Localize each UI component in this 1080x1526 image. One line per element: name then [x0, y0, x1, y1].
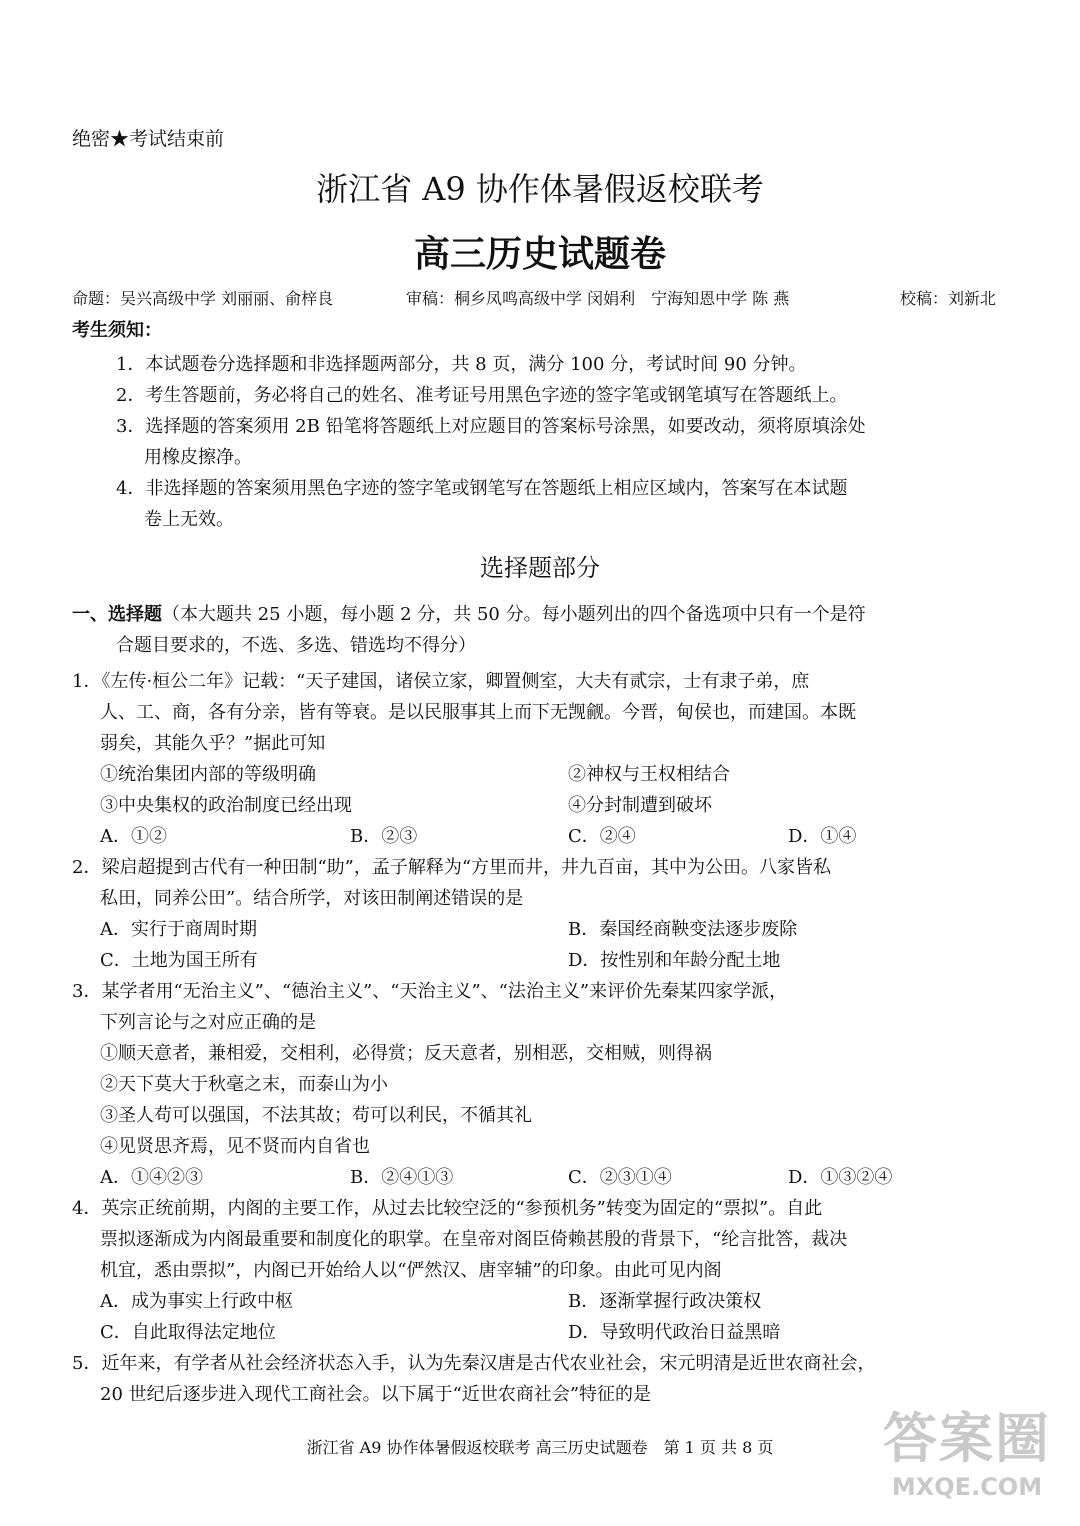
q3-statement-1: ①顺天意者，兼相爱，交相利，必得赏；反天意者，别相恶，交相贼，则得祸 — [100, 1043, 712, 1064]
q5-line-2: 20 世纪后逐步进入现代工商社会。以下属于“近世农商社会”特征的是 — [100, 1384, 652, 1405]
q4-option-b: B．逐渐掌握行政决策权 — [568, 1291, 762, 1312]
q3-option-b: B．②④①③ — [350, 1167, 454, 1188]
paper-title: 高三历史试题卷 — [413, 234, 666, 275]
q4-line-3: 机宜，悉由票拟”，内阁已开始给人以“俨然汉、唐宰辅”的印象。由此可见内阁 — [100, 1260, 722, 1281]
notice-item-4-cont: 卷上无效。 — [144, 509, 234, 530]
q3-statement-2: ②天下莫大于秋毫之末，而泰山为小 — [100, 1074, 388, 1095]
q2-option-b: B．秦国经商鞅变法逐步废除 — [568, 919, 798, 940]
authors-proposer: 命题：吴兴高级中学 刘丽丽、俞梓良 — [72, 289, 334, 308]
notice-item-2: 2．考生答题前，务必将自己的姓名、准考证号用黑色字迹的签字笔或钢笔填写在答题纸上。 — [116, 385, 848, 406]
notice-heading: 考生须知： — [72, 320, 162, 341]
section-instruction-line1 — [72, 600, 866, 626]
q3-statement-4: ④见贤思齐焉，见不贤而内自省也 — [100, 1136, 370, 1157]
q4-option-a: A．成为事实上行政中枢 — [100, 1291, 293, 1312]
q4-line-2: 票拟逐渐成为内阁最重要和制度化的职掌。在皇帝对阁臣倚赖甚殷的背景下，“纶言批答，裁决 — [100, 1229, 848, 1250]
q3-option-a: A．①④②③ — [100, 1167, 203, 1188]
q2-line-1: 2．梁启超提到古代有一种田制“助”，孟子解释为“方里而井，井九百亩，其中为公田。八家皆私 — [72, 857, 832, 878]
q1-line-1: 1．《左传·桓公二年》记载：“天子建国，诸侯立家，卿置侧室，大夫有贰宗，士有隶子弟，庶 — [72, 671, 810, 692]
authors-proofreader: 校稿：刘新北 — [900, 289, 997, 308]
watermark-logo-url: MXQE.COM — [891, 1473, 1043, 1501]
q2-line-2: 私田，同养公田”。结合所学，对该田制阐述错误的是 — [100, 888, 524, 909]
q1-line-3: 弱矣，其能久乎？”据此可知 — [100, 733, 326, 754]
q1-option-b: B．②③ — [350, 826, 418, 847]
q2-option-d: D．按性别和年龄分配土地 — [568, 950, 781, 971]
page-footer: 浙江省 A9 协作体暑假返校联考 高三历史试题卷 第 1 页 共 8 页 — [306, 1438, 774, 1457]
q3-statement-3: ③圣人苟可以强国，不法其故；苟可以利民，不循其礼 — [100, 1105, 532, 1126]
authors-reviewers: 审稿：桐乡凤鸣高级中学 闵娟利 宁海知恩中学 陈 燕 — [406, 289, 790, 308]
q1-statement-3: ③中央集权的政治制度已经出现 — [100, 795, 352, 816]
q1-statement-4: ④分封制遭到破坏 — [568, 795, 712, 816]
q3-line-2: 下列言论与之对应正确的是 — [100, 1012, 316, 1033]
exam-title: 浙江省 A9 协作体暑假返校联考 — [316, 170, 764, 208]
q2-option-c: C．土地为国王所有 — [100, 950, 258, 971]
q4-option-d: D．导致明代政治日益黑暗 — [568, 1322, 781, 1343]
q1-option-c: C．②④ — [568, 826, 636, 847]
q4-option-c: C．自此取得法定地位 — [100, 1322, 276, 1343]
q3-option-d: D．①③②④ — [788, 1167, 893, 1188]
section-instruction-text: （本大题共 25 小题，每小题 2 分，共 50 分。每小题列出的四个备选项中只有一个是符 — [162, 604, 866, 625]
watermark-logo — [872, 1406, 1062, 1516]
section-title: 选择题部分 — [480, 554, 600, 582]
q3-option-c: C．②③①④ — [568, 1167, 672, 1188]
notice-item-3-cont: 用橡皮擦净。 — [144, 447, 252, 468]
section-instruction-bold: 一、选择题 — [72, 604, 162, 625]
notice-item-1: 1．本试题卷分选择题和非选择题两部分，共 8 页，满分 100 分，考试时间 90 分钟。 — [116, 354, 807, 375]
q1-statement-1: ①统治集团内部的等级明确 — [100, 764, 316, 785]
q3-line-1: 3．某学者用“无治主义”、“德治主义”、“天治主义”、“法治主义”来评价先秦某四家学派， — [72, 981, 788, 1002]
q1-line-2: 人、工、商，各有分亲，皆有等衰。是以民服事其上而下无觊觎。今晋，甸侯也，而建国。本既 — [100, 702, 856, 723]
q1-statement-2: ②神权与王权相结合 — [568, 764, 730, 785]
q1-option-d: D．①④ — [788, 826, 857, 847]
notice-item-3: 3．选择题的答案须用 2B 铅笔将答题纸上对应题目的答案标号涂黑，如要改动，须将原填涂处 — [116, 416, 866, 437]
confidential-label: 绝密★考试结束前 — [72, 128, 225, 150]
q4-line-1: 4．英宗正统前期，内阁的主要工作，从过去比较空泛的“参预机务”转变为固定的“票拟”。自此 — [72, 1198, 823, 1219]
q1-option-a: A．①② — [100, 826, 167, 847]
notice-item-4: 4．非选择题的答案须用黑色字迹的签字笔或钢笔写在答题纸上相应区域内，答案写在本试题 — [116, 478, 848, 499]
q5-line-1: 5．近年来，有学者从社会经济状态入手，认为先秦汉唐是古代农业社会，宋元明清是近世农商社会， — [72, 1353, 876, 1374]
section-instruction-line2: 合题目要求的，不选、多选、错选均不得分） — [116, 635, 476, 656]
watermark-logo-text: 答案圈 — [883, 1407, 1051, 1470]
q2-option-a: A．实行于商周时期 — [100, 919, 257, 940]
